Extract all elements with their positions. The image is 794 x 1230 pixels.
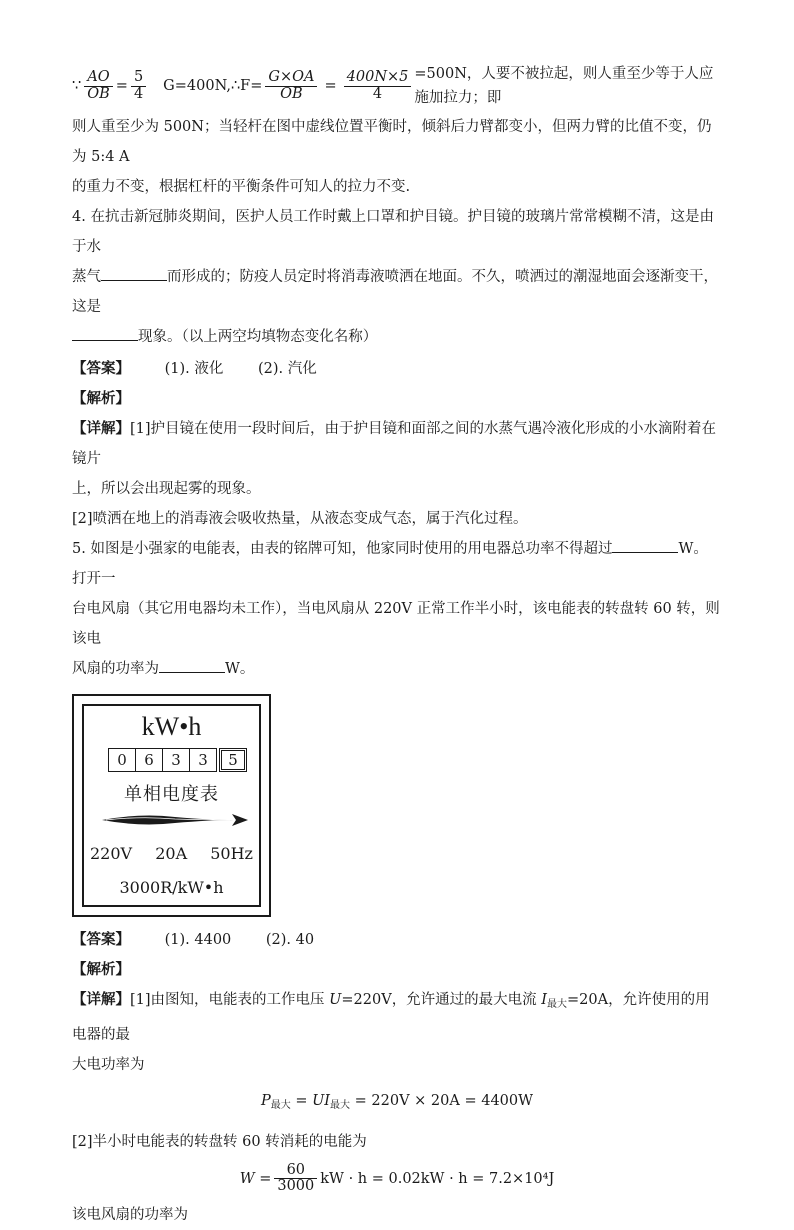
meter-arrow-icon bbox=[100, 810, 250, 830]
power-equation: $P_{最大} = UI_{最大} = 220V \times 20A = 4400W$ bbox=[260, 1093, 534, 1111]
answer-blank bbox=[159, 658, 225, 673]
meter-digit-decimal: 5 bbox=[219, 748, 247, 772]
text-line: 则人重至少为 500N；当轻杆在图中虚线位置平衡时，倾斜后力臂都变小，但两力臂的比值不变，仍为 5:4 A bbox=[72, 119, 712, 165]
fraction-5-4: $\frac{5}{4}$ bbox=[131, 70, 146, 101]
question-4-line-2: 蒸气 而形成的；防疫人员定时将消毒液喷洒在地面。不久，喷洒过的潮湿地面会逐渐变干，这是 bbox=[72, 262, 722, 322]
meter-digits bbox=[108, 748, 247, 772]
meter-digit: 6 bbox=[136, 748, 163, 772]
energy-equation: W = $\frac{60}{3000}$ kW · h = 0.02kW · h = 7.2×10⁴J bbox=[239, 1162, 555, 1195]
meter-specs bbox=[90, 844, 253, 863]
meter-digit: 3 bbox=[190, 748, 217, 772]
fraction-400n-5-4: $\frac{400N\times 5}{4}$ bbox=[344, 70, 412, 101]
answer-blank bbox=[72, 326, 138, 341]
meter-title: 单相电度表 bbox=[124, 784, 219, 805]
meter-frequency: 50Hz bbox=[210, 844, 253, 863]
text-line: 的重力不变，根据杠杆的平衡条件可知人的拉力不变. bbox=[72, 179, 411, 195]
because-symbol: ∵ bbox=[72, 78, 82, 94]
meter-current: 20A bbox=[155, 844, 188, 863]
meter-digit: 0 bbox=[108, 748, 136, 772]
answer-blank bbox=[612, 538, 678, 553]
fraction-ao-ob: $\frac{AO}{OB}$ bbox=[84, 70, 113, 101]
detail-line: 该电风扇的功率为 bbox=[72, 1207, 188, 1224]
meter-rate: 3000R/kW•h bbox=[119, 878, 224, 897]
detail-line: [2]喷洒在地上的消毒液会吸收热量，从液态变成气态，属于汽化过程。 bbox=[72, 511, 528, 527]
meter-digit: 3 bbox=[163, 748, 190, 772]
meter-face bbox=[82, 704, 261, 907]
fraction-60-3000: $\frac{60}{3000}$ bbox=[274, 1163, 317, 1194]
question-4-line-1: 4. 在抗击新冠肺炎期间，医护人员工作时戴上口罩和护目镜。护目镜的玻璃片常常模糊不清，这是由于水 bbox=[72, 209, 714, 255]
answer-line: 【答案】 (1). 4400 (2). 40 bbox=[72, 932, 315, 948]
question-5-line-2: 台电风扇（其它用电器均未工作），当电风扇从 220V 正常工作半小时，该电能表的转盘转 60 转，则该电 bbox=[72, 601, 720, 647]
fraction-g-oa-ob: $\frac{G\times OA}{OB}$ bbox=[265, 70, 317, 101]
answer-blank bbox=[101, 266, 167, 281]
detail-line: [2]半小时电能表的转盘转 60 转消耗的电能为 bbox=[72, 1134, 367, 1150]
meter-unit: kW•h bbox=[141, 712, 202, 741]
answer-line: 【答案】 (1). 液化 (2). 汽化 bbox=[72, 361, 317, 377]
question-5-line-1: 5. 如图是小强家的电能表，由表的铭牌可知，他家同时使用的用电器总功率不得超过 W。打开一 bbox=[72, 534, 722, 594]
detail-line: 【详解】[1]护目镜在使用一段时间后，由于护目镜和面部之间的水蒸气遇冷液化形成的小水滴附着在镜片 bbox=[72, 421, 717, 467]
question-4-line-3: 现象。（以上两空均填物态变化名称） bbox=[72, 322, 722, 352]
detail-line: 【详解】[1]由图知，电能表的工作电压 U=220V，允许通过的最大电流 $I_{最大}=20A$，允许使用的用电器的最 bbox=[72, 992, 710, 1043]
lever-formula-line: ∵ $\frac{AO}{OB}$ = $\frac{5}{4}$ G=400N,∴F= $\frac{G\times OA}{OB}$ = $\frac{400N\times 5}{4}$ =500N，人要不被拉起，则人重至少等于人应施加拉力；即 bbox=[72, 66, 714, 106]
document-page bbox=[72, 58, 722, 1230]
electric-meter-figure bbox=[72, 694, 271, 917]
detail-line: 大电功率为 bbox=[72, 1057, 145, 1073]
analysis-heading: 【解析】 bbox=[72, 962, 130, 978]
meter-voltage: 220V bbox=[90, 844, 133, 863]
question-5-line-3: 风扇的功率为 W。 bbox=[72, 654, 722, 684]
analysis-heading: 【解析】 bbox=[72, 391, 130, 407]
detail-line: 上，所以会出现起雾的现象。 bbox=[72, 481, 261, 497]
